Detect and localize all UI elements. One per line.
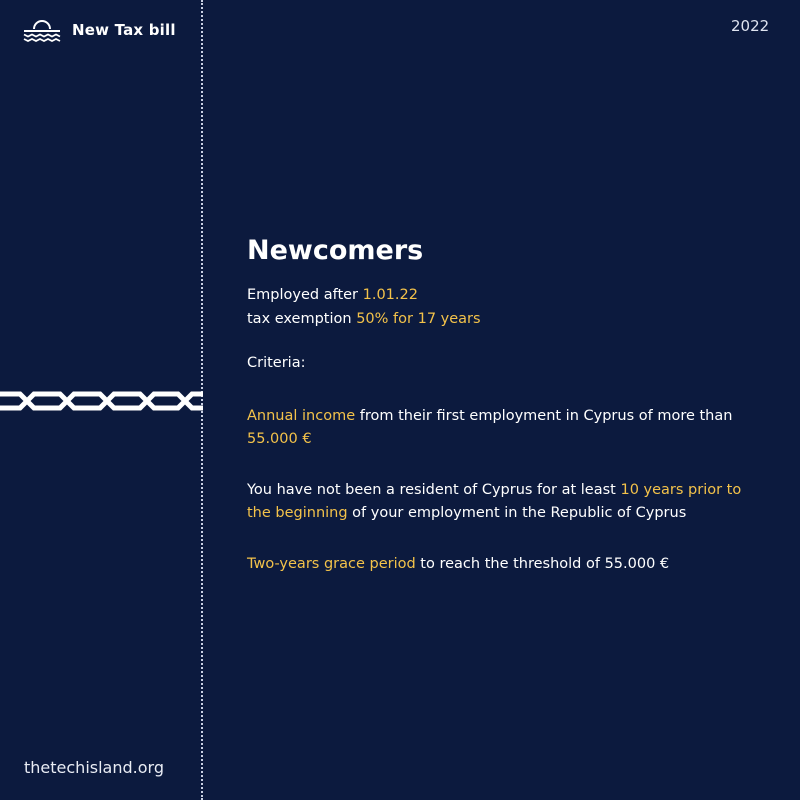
waves-sunrise-icon [22,18,62,42]
employed-label: Employed after [247,286,359,303]
year-label: 2022 [731,17,770,35]
criterion-grace-text: to reach the threshold of 55.000 € [415,555,670,572]
brand [22,18,176,42]
app-title: New Tax bill [72,21,176,39]
employed-date: 1.01.22 [362,286,418,303]
criteria-label: Criteria: [247,354,306,371]
criterion-residency-highlight: 10 years prior to the beginning [247,481,742,521]
exemption-value: 50% for 17 years [356,310,481,327]
criterion-grace-period [247,553,767,576]
page-title: Newcomers [247,235,424,266]
criterion-income-text: from their first employment in Cyprus of more than [355,407,733,424]
criterion-income-amount: 55.000 € [247,430,312,447]
exemption-line [247,307,767,331]
exemption-label: tax exemption [247,310,352,327]
criterion-residency-text-before: You have not been a resident of Cyprus for at least [247,481,621,498]
zigzag-wave-icon [0,384,203,418]
footer-website: thetechisland.org [24,758,164,777]
criterion-grace-highlight: Two-years grace period [247,555,416,572]
employed-line [247,283,767,307]
criterion-residency-text-after: of your employment in the Republic of Cyprus [347,504,687,521]
content-panel [247,236,767,576]
criterion-residency [247,479,767,525]
criterion-income [247,405,767,451]
criterion-income-highlight: Annual income [247,407,356,424]
